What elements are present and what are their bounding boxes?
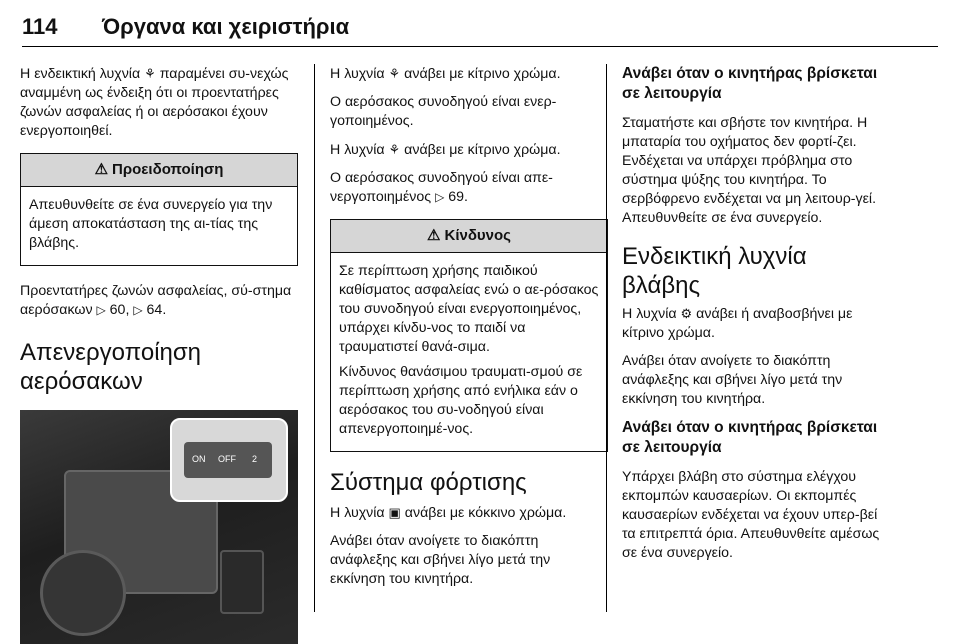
danger-box: [330, 219, 608, 452]
danger-title: ⚠ Κίνδυνος: [331, 220, 607, 253]
notice-text: Απευθυνθείτε σε ένα συνεργείο για την άμεση αποκατάσταση της αι-τίας της βλάβης.: [29, 197, 273, 251]
paragraph: Η ενδεικτική λυχνία ⚘ παραμένει συ-νεχώς αναμμένη ως ένδειξη ότι οι προεντατήρες ζωνών ασφαλείας ή οι αερόσακοι έχουν ενεργοποιηθεί.: [20, 66, 289, 139]
paragraph: Η λυχνία ⚘ ανάβει με κίτρινο χρώμα.: [330, 66, 561, 82]
switch-block: [220, 550, 264, 614]
paragraph: Η λυχνία ▣ ανάβει με κόκκινο χρώμα.: [330, 505, 567, 521]
page-reference[interactable]: 60: [109, 302, 126, 318]
paragraph: Προεντατήρες ζωνών ασφαλείας, σύ-στημα αερόσακων ▷ 60, ▷ 64.: [20, 283, 292, 318]
label-on: ON: [192, 454, 206, 464]
page-reference[interactable]: 69: [448, 189, 465, 205]
battery-lamp-icon: ▣: [388, 505, 401, 520]
reference-arrow-icon: ▷: [133, 303, 143, 317]
section-heading: Απενεργοποίηση αερόσακων: [20, 339, 202, 395]
notice-box: [20, 153, 298, 266]
callout-inset: [170, 418, 288, 502]
airbag-on-lamp-icon: ⚘: [388, 66, 401, 81]
dial: [40, 550, 126, 636]
reference-arrow-icon: ▷: [96, 303, 106, 317]
paragraph: Ανάβει όταν ανοίγετε το διακόπτη ανάφλεξης και σβήνει λίγο μετά την εκκίνηση του κινητήρα.: [330, 533, 551, 587]
danger-text: Σε περίπτωση χρήσης παιδικού καθίσματος ασφαλείας ενώ ο αε-ρόσακος του συνοδηγού είναι ενεργοποιημένος, υπάρχει κίνδυ-νος το παιδί να τραυματιστεί θανά-σιμα.: [339, 263, 599, 355]
column-divider: [606, 64, 607, 612]
page-reference[interactable]: 64: [146, 302, 163, 318]
notice-title: ⚠ Προειδοποίηση: [21, 154, 297, 187]
label-number: 2: [252, 454, 258, 464]
column-2: [330, 64, 608, 598]
subheading: Ανάβει όταν ο κινητήρας βρίσκεται σε λειτουργία: [622, 65, 878, 102]
paragraph: Ανάβει όταν ανοίγετε το διακόπτη ανάφλεξης και σβήνει λίγο μετά την εκκίνηση του κινητήρα.: [622, 353, 843, 407]
danger-text: Κίνδυνος θανάσιμου τραυματι-σμού σε περίπτωση χρήσης από ενήλικα εάν ο αερόσακος του συ-νοδηγού είναι απενεργοποιημέ-νος.: [339, 364, 583, 437]
column-1: [20, 64, 298, 644]
paragraph: Σταματήστε και σβήστε τον κινητήρα. Η μπαταρία του οχήματος δεν φορτί-ζει. Ενδέχεται να υπάρχει πρόβλημα στο σύστημα ψύξης του κινητήρα. Το σερβόφρενο ενδέχεται να μη λειτουρ-γεί. Απευθυνθείτε σε ένα συνεργείο.: [622, 115, 877, 226]
paragraph: Υπάρχει βλάβη στο σύστημα ελέγχου εκπομπών καυσαερίων. Οι εκπομπές καυσαερίων ενδέχεται να έχουν υπερ-βεί τα επιτρεπτά όρια. Απευθυνθείτε αμέσως σε ένα συνεργείο.: [622, 469, 880, 561]
section-heading: Σύστημα φόρτισης: [330, 469, 527, 496]
paragraph: Ο αερόσακος συνοδηγού είναι ενερ-γοποιημένος.: [330, 94, 557, 129]
engine-check-lamp-icon: ⚙: [680, 306, 693, 321]
paragraph: Η λυχνία ⚙ ανάβει ή αναβοσβήνει με κίτρινο χρώμα.: [622, 306, 853, 341]
airbag-off-lamp-icon: ⚘: [388, 142, 401, 157]
reference-arrow-icon: ▷: [435, 190, 445, 204]
page-header: [22, 12, 938, 47]
paragraph: Η λυχνία ⚘ ανάβει με κίτρινο χρώμα.: [330, 142, 561, 158]
column-3: [622, 64, 888, 572]
column-divider: [314, 64, 315, 612]
warning-triangle-icon: ⚠: [427, 227, 441, 244]
subheading: Ανάβει όταν ο κινητήρας βρίσκεται σε λειτουργία: [622, 419, 878, 456]
page-number: 114: [22, 14, 58, 39]
dashboard-photo: [20, 410, 298, 644]
chapter-title: Όργανα και χειριστήρια: [102, 14, 350, 39]
warning-triangle-icon: ⚠: [94, 161, 109, 178]
label-off: OFF: [218, 454, 236, 464]
airbag-lamp-icon: ⚘: [144, 66, 156, 81]
section-heading: Ενδεικτική λυχνία βλάβης: [622, 243, 807, 299]
paragraph: Ο αερόσακος συνοδηγού είναι απε-νεργοποιημένος ▷ 69.: [330, 170, 553, 205]
